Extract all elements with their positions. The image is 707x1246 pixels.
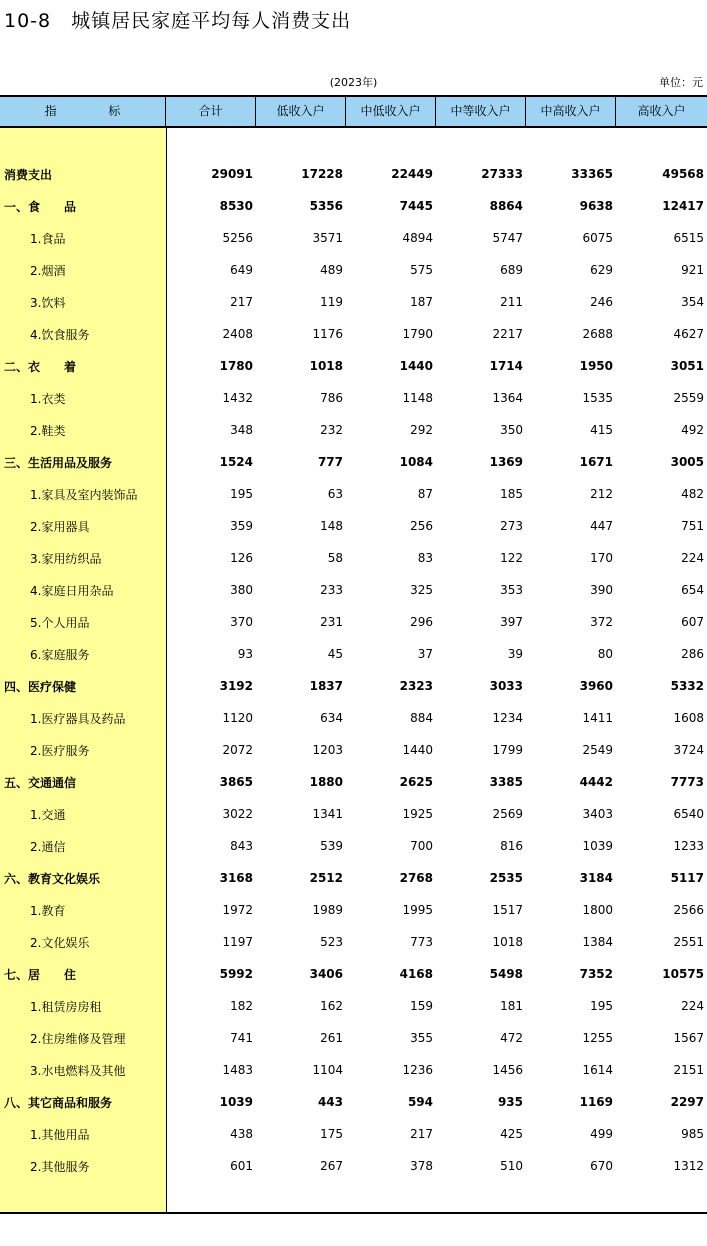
row-value: 5356	[309, 199, 343, 213]
table-row	[0, 190, 707, 222]
row-value: 689	[500, 263, 523, 277]
row-value: 12417	[662, 199, 704, 213]
row-value: 10575	[662, 967, 704, 981]
table-row	[0, 286, 707, 318]
row-value: 372	[590, 615, 613, 629]
row-value: 370	[230, 615, 253, 629]
row-value: 1880	[309, 775, 343, 789]
row-value: 4442	[579, 775, 613, 789]
header-middle-income: 中等收入户	[436, 97, 526, 126]
row-value: 1524	[219, 455, 253, 469]
row-value: 443	[317, 1095, 343, 1109]
table-row	[0, 894, 707, 926]
row-value: 119	[320, 295, 343, 309]
row-value: 378	[410, 1159, 433, 1173]
row-value: 1432	[222, 391, 253, 405]
table-row	[0, 158, 707, 190]
row-value: 3184	[579, 871, 613, 885]
row-label: 2.文化娱乐	[30, 935, 90, 950]
row-value: 33365	[571, 167, 613, 181]
row-label: 4.家庭日用杂品	[30, 583, 114, 598]
row-value: 1312	[673, 1159, 704, 1173]
header-indicator: 指 标	[0, 97, 166, 126]
row-value: 7773	[670, 775, 704, 789]
row-value: 1799	[492, 743, 523, 757]
row-value: 3168	[219, 871, 253, 885]
table-row	[0, 798, 707, 830]
row-label: 1.交通	[30, 807, 66, 822]
row-value: 1780	[219, 359, 253, 373]
row-label: 八、其它商品和服务	[4, 1095, 113, 1110]
row-value: 233	[320, 583, 343, 597]
row-label: 4.饮食服务	[30, 327, 90, 342]
row-value: 325	[410, 583, 433, 597]
row-value: 397	[500, 615, 523, 629]
row-value: 350	[500, 423, 523, 437]
row-label: 1.租赁房房租	[30, 999, 102, 1014]
table-row	[0, 254, 707, 286]
row-value: 87	[417, 487, 433, 501]
row-value: 2768	[399, 871, 433, 885]
header-lower-middle-income: 中低收入户	[346, 97, 436, 126]
row-value: 3406	[309, 967, 343, 981]
row-value: 1341	[312, 807, 343, 821]
row-value: 629	[590, 263, 613, 277]
row-value: 1517	[492, 903, 523, 917]
row-value: 211	[500, 295, 523, 309]
table-row	[0, 958, 707, 990]
row-value: 58	[327, 551, 343, 565]
row-value: 1483	[222, 1063, 253, 1077]
row-label: 2.住房维修及管理	[30, 1031, 126, 1046]
table-row	[0, 1054, 707, 1086]
page-title	[4, 6, 351, 33]
row-value: 575	[410, 263, 433, 277]
row-value: 3571	[312, 231, 343, 245]
table-row	[0, 1086, 707, 1118]
row-value: 1714	[489, 359, 523, 373]
row-value: 5747	[492, 231, 523, 245]
row-value: 292	[410, 423, 433, 437]
row-value: 1039	[219, 1095, 253, 1109]
row-value: 634	[320, 711, 343, 725]
row-label: 五、交通通信	[4, 775, 77, 790]
row-value: 1535	[582, 391, 613, 405]
row-label: 5.个人用品	[30, 615, 90, 630]
row-value: 2072	[222, 743, 253, 757]
row-value: 1614	[582, 1063, 613, 1077]
row-value: 3960	[579, 679, 613, 693]
row-value: 83	[417, 551, 433, 565]
table-row	[0, 542, 707, 574]
row-value: 348	[230, 423, 253, 437]
row-value: 670	[590, 1159, 613, 1173]
row-value: 654	[681, 583, 704, 597]
table-row	[0, 382, 707, 414]
row-value: 1790	[402, 327, 433, 341]
table-row	[0, 1118, 707, 1150]
row-value: 1950	[579, 359, 613, 373]
row-value: 921	[681, 263, 704, 277]
row-value: 39	[507, 647, 523, 661]
row-label: 3.家用纺织品	[30, 551, 102, 566]
row-value: 5256	[222, 231, 253, 245]
row-value: 181	[500, 999, 523, 1013]
row-value: 22449	[391, 167, 433, 181]
row-value: 447	[590, 519, 613, 533]
row-value: 2551	[673, 935, 704, 949]
row-label: 消费支出	[4, 167, 53, 182]
row-value: 2688	[582, 327, 613, 341]
row-value: 1837	[309, 679, 343, 693]
row-label: 2.其他服务	[30, 1159, 90, 1174]
table-row	[0, 350, 707, 382]
row-label: 1.教育	[30, 903, 66, 918]
row-value: 195	[230, 487, 253, 501]
table-row	[0, 734, 707, 766]
row-value: 3192	[219, 679, 253, 693]
row-value: 224	[681, 551, 704, 565]
row-value: 2549	[582, 743, 613, 757]
row-label: 七、居 住	[4, 967, 77, 982]
row-value: 2408	[222, 327, 253, 341]
row-value: 6515	[673, 231, 704, 245]
row-value: 296	[410, 615, 433, 629]
row-value: 2566	[673, 903, 704, 917]
row-value: 1084	[399, 455, 433, 469]
table-row	[0, 1022, 707, 1054]
row-value: 985	[681, 1127, 704, 1141]
row-value: 5992	[219, 967, 253, 981]
table-row	[0, 702, 707, 734]
row-value: 1369	[489, 455, 523, 469]
row-value: 1120	[222, 711, 253, 725]
row-value: 649	[230, 263, 253, 277]
table-row	[0, 1150, 707, 1182]
row-value: 539	[320, 839, 343, 853]
row-value: 2512	[309, 871, 343, 885]
row-value: 148	[320, 519, 343, 533]
row-value: 1440	[402, 743, 433, 757]
row-value: 1384	[582, 935, 613, 949]
row-value: 700	[410, 839, 433, 853]
table-row	[0, 478, 707, 510]
row-value: 1176	[312, 327, 343, 341]
table-bottom-border	[0, 1212, 707, 1214]
table-row	[0, 574, 707, 606]
row-value: 8864	[489, 199, 523, 213]
row-value: 935	[497, 1095, 523, 1109]
row-value: 751	[681, 519, 704, 533]
row-value: 3033	[489, 679, 523, 693]
row-value: 286	[681, 647, 704, 661]
row-value: 741	[230, 1031, 253, 1045]
row-value: 170	[590, 551, 613, 565]
row-value: 159	[410, 999, 433, 1013]
row-value: 2217	[492, 327, 523, 341]
row-value: 354	[681, 295, 704, 309]
row-value: 224	[681, 999, 704, 1013]
row-value: 231	[320, 615, 343, 629]
row-value: 267	[320, 1159, 343, 1173]
row-value: 816	[500, 839, 523, 853]
row-value: 438	[230, 1127, 253, 1141]
row-value: 472	[500, 1031, 523, 1045]
row-value: 1018	[492, 935, 523, 949]
row-value: 7445	[399, 199, 433, 213]
row-value: 217	[230, 295, 253, 309]
row-value: 49568	[662, 167, 704, 181]
row-value: 126	[230, 551, 253, 565]
row-label: 2.烟酒	[30, 263, 66, 278]
row-label: 四、医疗保健	[4, 679, 77, 694]
row-label: 2.通信	[30, 839, 66, 854]
table-code: 10-8	[4, 10, 52, 32]
row-value: 6540	[673, 807, 704, 821]
row-value: 482	[681, 487, 704, 501]
row-value: 786	[320, 391, 343, 405]
row-value: 246	[590, 295, 613, 309]
row-value: 2151	[673, 1063, 704, 1077]
row-value: 1148	[402, 391, 433, 405]
row-value: 777	[317, 455, 343, 469]
row-value: 182	[230, 999, 253, 1013]
row-value: 2625	[399, 775, 433, 789]
row-value: 425	[500, 1127, 523, 1141]
row-value: 601	[230, 1159, 253, 1173]
row-value: 80	[597, 647, 613, 661]
row-value: 1169	[579, 1095, 613, 1109]
table-title: 城镇居民家庭平均每人消费支出	[71, 10, 352, 32]
row-value: 607	[681, 615, 704, 629]
row-value: 1925	[402, 807, 433, 821]
table-row	[0, 670, 707, 702]
row-value: 2559	[673, 391, 704, 405]
row-label: 2.医疗服务	[30, 743, 90, 758]
table-row	[0, 862, 707, 894]
row-value: 217	[410, 1127, 433, 1141]
table-row	[0, 926, 707, 958]
row-label: 六、教育文化娱乐	[4, 871, 101, 886]
row-value: 1255	[582, 1031, 613, 1045]
row-value: 1234	[492, 711, 523, 725]
table-row	[0, 446, 707, 478]
table-row	[0, 766, 707, 798]
row-value: 353	[500, 583, 523, 597]
row-label: 1.医疗器具及药品	[30, 711, 126, 726]
row-value: 63	[327, 487, 343, 501]
row-value: 499	[590, 1127, 613, 1141]
row-value: 773	[410, 935, 433, 949]
row-value: 1800	[582, 903, 613, 917]
row-value: 261	[320, 1031, 343, 1045]
header-total: 合计	[166, 97, 256, 126]
table-row	[0, 606, 707, 638]
row-value: 162	[320, 999, 343, 1013]
row-label: 三、生活用品及服务	[4, 455, 113, 470]
row-value: 3724	[673, 743, 704, 757]
row-value: 175	[320, 1127, 343, 1141]
table-row	[0, 510, 707, 542]
row-value: 29091	[211, 167, 253, 181]
header-upper-middle-income: 中高收入户	[526, 97, 616, 126]
row-value: 5117	[670, 871, 704, 885]
row-value: 4627	[673, 327, 704, 341]
row-value: 1364	[492, 391, 523, 405]
row-label: 3.水电燃料及其他	[30, 1063, 126, 1078]
row-value: 5498	[489, 967, 523, 981]
row-value: 2297	[670, 1095, 704, 1109]
row-value: 3403	[582, 807, 613, 821]
row-value: 2323	[399, 679, 433, 693]
row-value: 884	[410, 711, 433, 725]
table-body	[0, 158, 707, 1182]
row-value: 17228	[301, 167, 343, 181]
row-value: 7352	[579, 967, 613, 981]
row-label: 6.家庭服务	[30, 647, 90, 662]
row-value: 1671	[579, 455, 613, 469]
row-value: 4168	[399, 967, 433, 981]
row-value: 1203	[312, 743, 343, 757]
row-value: 9638	[579, 199, 613, 213]
unit-label: 单位：元	[659, 76, 703, 89]
row-label: 1.其他用品	[30, 1127, 90, 1142]
table-header	[0, 95, 707, 128]
row-value: 1039	[582, 839, 613, 853]
row-value: 273	[500, 519, 523, 533]
row-value: 1104	[312, 1063, 343, 1077]
row-label: 一、食 品	[4, 199, 77, 214]
table-row	[0, 318, 707, 350]
row-value: 4894	[402, 231, 433, 245]
header-high-income: 高收入户	[637, 104, 686, 118]
row-value: 1995	[402, 903, 433, 917]
row-label: 1.食品	[30, 231, 66, 246]
row-value: 93	[237, 647, 253, 661]
row-label: 1.家具及室内装饰品	[30, 487, 138, 502]
row-value: 1440	[399, 359, 433, 373]
row-value: 1233	[673, 839, 704, 853]
table-row	[0, 830, 707, 862]
row-value: 1411	[582, 711, 613, 725]
row-value: 489	[320, 263, 343, 277]
row-value: 3022	[222, 807, 253, 821]
row-label: 2.鞋类	[30, 423, 66, 438]
table-row	[0, 222, 707, 254]
row-value: 3865	[219, 775, 253, 789]
row-value: 2535	[489, 871, 523, 885]
row-value: 390	[590, 583, 613, 597]
row-value: 510	[500, 1159, 523, 1173]
row-value: 380	[230, 583, 253, 597]
table-row	[0, 414, 707, 446]
row-value: 3051	[670, 359, 704, 373]
row-label: 3.饮料	[30, 295, 66, 310]
data-table	[0, 95, 707, 1213]
row-value: 3385	[489, 775, 523, 789]
row-value: 415	[590, 423, 613, 437]
row-value: 359	[230, 519, 253, 533]
row-value: 594	[407, 1095, 433, 1109]
row-value: 1608	[673, 711, 704, 725]
table-row	[0, 638, 707, 670]
row-label: 二、衣 着	[4, 359, 77, 374]
row-value: 6075	[582, 231, 613, 245]
row-value: 232	[320, 423, 343, 437]
row-value: 1236	[402, 1063, 433, 1077]
row-value: 37	[417, 647, 433, 661]
row-value: 185	[500, 487, 523, 501]
table-row	[0, 990, 707, 1022]
year-subtitle: (2023年)	[329, 76, 378, 89]
row-value: 843	[230, 839, 253, 853]
row-value: 5332	[670, 679, 704, 693]
row-value: 523	[320, 935, 343, 949]
row-value: 27333	[481, 167, 523, 181]
row-value: 1567	[673, 1031, 704, 1045]
row-value: 1018	[309, 359, 343, 373]
row-value: 2569	[492, 807, 523, 821]
row-value: 355	[410, 1031, 433, 1045]
row-value: 212	[590, 487, 613, 501]
row-label: 2.家用器具	[30, 519, 90, 534]
row-value: 3005	[670, 455, 704, 469]
row-value: 1972	[222, 903, 253, 917]
row-value: 1456	[492, 1063, 523, 1077]
row-value: 45	[327, 647, 343, 661]
row-label: 1.衣类	[30, 391, 66, 406]
row-value: 187	[410, 295, 433, 309]
row-value: 8530	[219, 199, 253, 213]
row-value: 1197	[222, 935, 253, 949]
row-value: 256	[410, 519, 433, 533]
row-value: 195	[590, 999, 613, 1013]
header-low-income: 低收入户	[256, 97, 346, 126]
row-value: 492	[681, 423, 704, 437]
row-value: 122	[500, 551, 523, 565]
row-value: 1989	[312, 903, 343, 917]
